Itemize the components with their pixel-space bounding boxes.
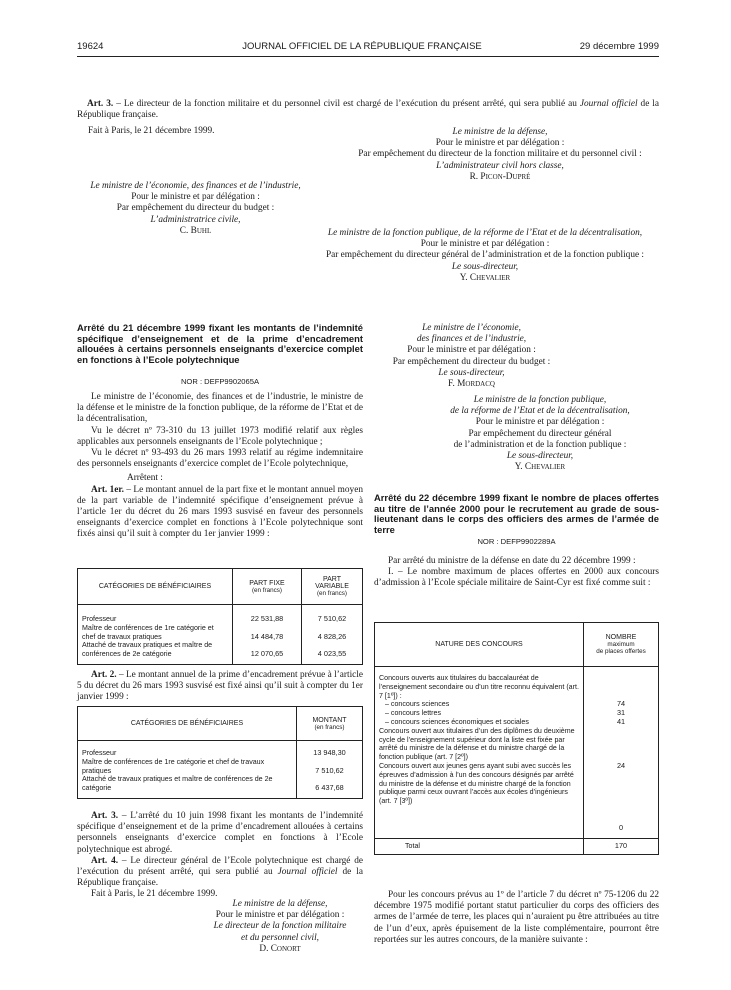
page-date: 29 décembre 1999 [579, 41, 659, 52]
list-item: – concours sciences [385, 700, 450, 709]
top-fait: Fait à Paris, le 21 décembre 1999. [88, 126, 215, 136]
table3-total-value: 170 [584, 839, 659, 855]
signature-economie-right: Le ministre de l’économie, des finances et de l’industrie, Pour le ministre et par délégation : Par empêchement du directeur du budget : Le sous-directeur, F. Mordacq [392, 323, 551, 390]
journal-title: JOURNAL OFFICIEL DE LA RÉPUBLIQUE FRANÇAISE [242, 41, 482, 52]
table1-fixe-cell: 22 531,88 14 484,78 12 070,65 [233, 605, 302, 665]
table1-header-part-variable: PART VARIABLE (en francs) [302, 569, 363, 605]
table-concours [374, 622, 659, 855]
table2-header-categories: CATÉGORIES DE BÉNÉFICIAIRES [78, 707, 297, 741]
table3-header-nombre: NOMBRE maximum de places offertes [584, 623, 659, 667]
table2-categories-cell [78, 741, 297, 799]
list-item: Concours ouvert aux jeunes gens ayant subi avec succès les épreuves d’admission à l’un des concours désignés par arrêté du ministre de la défense et du ministre chargé de la fonction publique parmi ceux ouvrant l’accès aux écoles d’ingénieurs (art. 7 [3º]) [379, 761, 574, 806]
arrete-title-right: Arrêté du 22 décembre 1999 fixant le nombre de places offertes au titre de l’année 2000 pour le recrutement au grade de sous-lieutenant dans le corps des officiers des armes de l’armée de terre [374, 492, 659, 535]
signature-fonction-publique-right: Le ministre de la fonction publique, de la réforme de l’Etat et de la décentralisation, Pour le ministre et par délégation : Par empêchement du directeur général de l’administration et de la fonction publique : Le sous-directeur, Y. Chevalier [450, 395, 630, 473]
table3-nombre-cell: 74 31 41 24 0 [584, 667, 659, 839]
list-item: – concours sciences économiques et sociales [385, 717, 529, 726]
table-row: Attaché de travaux pratiques et maître de conférences de 2e catégorie [82, 775, 273, 793]
top-art3: Art. 3. – Le directeur de la fonction militaire et du personnel civil est chargé de l’exécution du présent arrêté, qui sera publié au Journal officiel de la République française. [77, 99, 660, 121]
table-row: Maître de conférences de 1re catégorie et chef de travaux pratiques [82, 623, 214, 641]
table3-header-nature: NATURE DES CONCOURS [375, 623, 584, 667]
table1-header-categories: CATÉGORIES DE BÉNÉFICIAIRES [78, 569, 233, 605]
table3-nature-cell [375, 667, 584, 839]
table-row: Professeur [82, 615, 117, 623]
page-number: 19624 [77, 41, 104, 52]
table-row: Attaché de travaux pratiques et maître de conférences de 2e catégorie [82, 641, 213, 659]
table-prime-encadrement [77, 706, 363, 799]
list-item: Concours ouvert aux titulaires d’un des diplômes du deuxième cycle de l’enseignement supérieur dont la liste est fixée par arrêté du ministre de la défense et du ministre chargé de la fonction publique (art. 7 [2º]) [379, 726, 575, 762]
table1-variable-cell: 7 510,62 4 828,26 4 023,55 [302, 605, 363, 665]
right-intro: Par arrêté du ministre de la défense en date du 22 décembre 1999 : I. – Le nombre maximum de places offertes en 2000 aux concours d’admission à l’Ecole spéciale militaire de Saint-Cyr est fixé comme suit : [374, 556, 659, 589]
arrete-title-left: Arrêté du 21 décembre 1999 fixant les montants de l’indemnité spécifique d’enseignement et de la prime d’encadrement allouées à certains personnels enseignants d’exercice complet en fonctions à l’Ecole polytechnique [77, 322, 363, 365]
list-item: – concours lettres [385, 709, 441, 718]
table1-header-part-fixe: PART FIXE (en francs) [233, 569, 302, 605]
left-art3-art4: Art. 3. – L’arrêté du 10 juin 1998 fixant les montants de l’indemnité spécifique d’enseignement et de la prime d’encadrement allouées à certains personnels enseignants d’exercice complet en fonctions à l’Ecole polytechnique est abrogé. Art. 4. – Le directeur général de l’Ecole polytechnique est chargé de l’exécution du présent arrêté, qui sera publié au Journal officiel de la République française. Fait à Paris, le 21 décembre 1999. [77, 811, 363, 900]
right-p3: Pour les concours prévus au 1º de l’article 7 du décret nº 75-1206 du 22 décembre 1975 modifié portant statut particulier du corps des officiers des armes de l’armée de terre, les places qui n’auraient pu être attribuées au titre de l’un d’eux, après épuisement de la liste complémentaire, pourront être reportées sur les autres concours, de la manière suivante : [374, 890, 659, 945]
nor-left: NOR : DEFP9902065A [180, 377, 260, 386]
table-row: Professeur [82, 749, 117, 757]
table2-montant-cell: 13 948,30 7 510,62 6 437,68 [297, 741, 363, 799]
left-preamble: Le ministre de l’économie, des finances et de l’industrie, le ministre de la défense et le ministre de la fonction publique, de la réforme de l’Etat et de la décentralisation, Vu le décret nº 73-310 du 13 juillet 1973 modifié relatif aux règles applicables aux personnels enseignants de l’Ecole polytechnique ; Vu le décret nº 93-493 du 26 mars 1993 relatif au régime indemnitaire des personnels enseignants d’exercice complet de l’Ecole polytechnique, Arrêtent : Art. 1er. – Le montant annuel de la part fixe et le montant annuel moyen de la part variable de l’indemnité spécifique d’enseignement prévue à l’article 1er du décret du 26 mars 1993 susvisé en faveur des personnels enseignants d’exercice complet en fonctions à l’Ecole polytechnique sont fixés ainsi qu’il suit à compter du 1er janvier 1999 : [77, 392, 363, 540]
table3-total-label: Total [375, 839, 584, 855]
table1-categories-cell [78, 605, 233, 665]
left-art2: Art. 2. – Le montant annuel de la prime d’encadrement prévue à l’article 5 du décret du 26 mars 1993 susvisé est fixé ainsi qu’il suit à compter du 1er janvier 1999 : [77, 670, 364, 703]
header-rule [77, 56, 659, 57]
nor-right: NOR : DEFP9902289A [477, 537, 556, 546]
table-isp [77, 568, 363, 665]
signature-defense-left: Le ministre de la défense, Pour le ministre et par délégation : Le directeur de la fonction militaire et du personnel civil, D. Conort [213, 899, 347, 954]
signature-economie-top: Le ministre de l’économie, des finances et de l’industrie, Pour le ministre et par délégation : Par empêchement du directeur du budget : L’administratrice civile, C. Buhl [90, 181, 301, 236]
list-item: Concours ouverts aux titulaires du baccalauréat de l’enseignement secondaire ou d’un titre reconnu équivalent (art. 7 [1º]) : [379, 674, 579, 700]
table2-header-montant: MONTANT (en francs) [297, 707, 363, 741]
signature-fonction-publique-top: Le ministre de la fonction publique, de la réforme de l’Etat et de la décentralisation, Pour le ministre et par délégation : Par empêchement du directeur général de l’administration et de la fonction publique : Le sous-directeur, Y. Chevalier [325, 228, 645, 283]
table-row: Maître de conférences de 1re catégorie et chef de travaux pratiques [82, 757, 265, 775]
signature-defense-top: Le ministre de la défense, Pour le ministre et par délégation : Par empêchement du directeur de la fonction militaire et du personnel civil : L’administrateur civil hors classe, R. Picon-Dupré [358, 127, 642, 182]
